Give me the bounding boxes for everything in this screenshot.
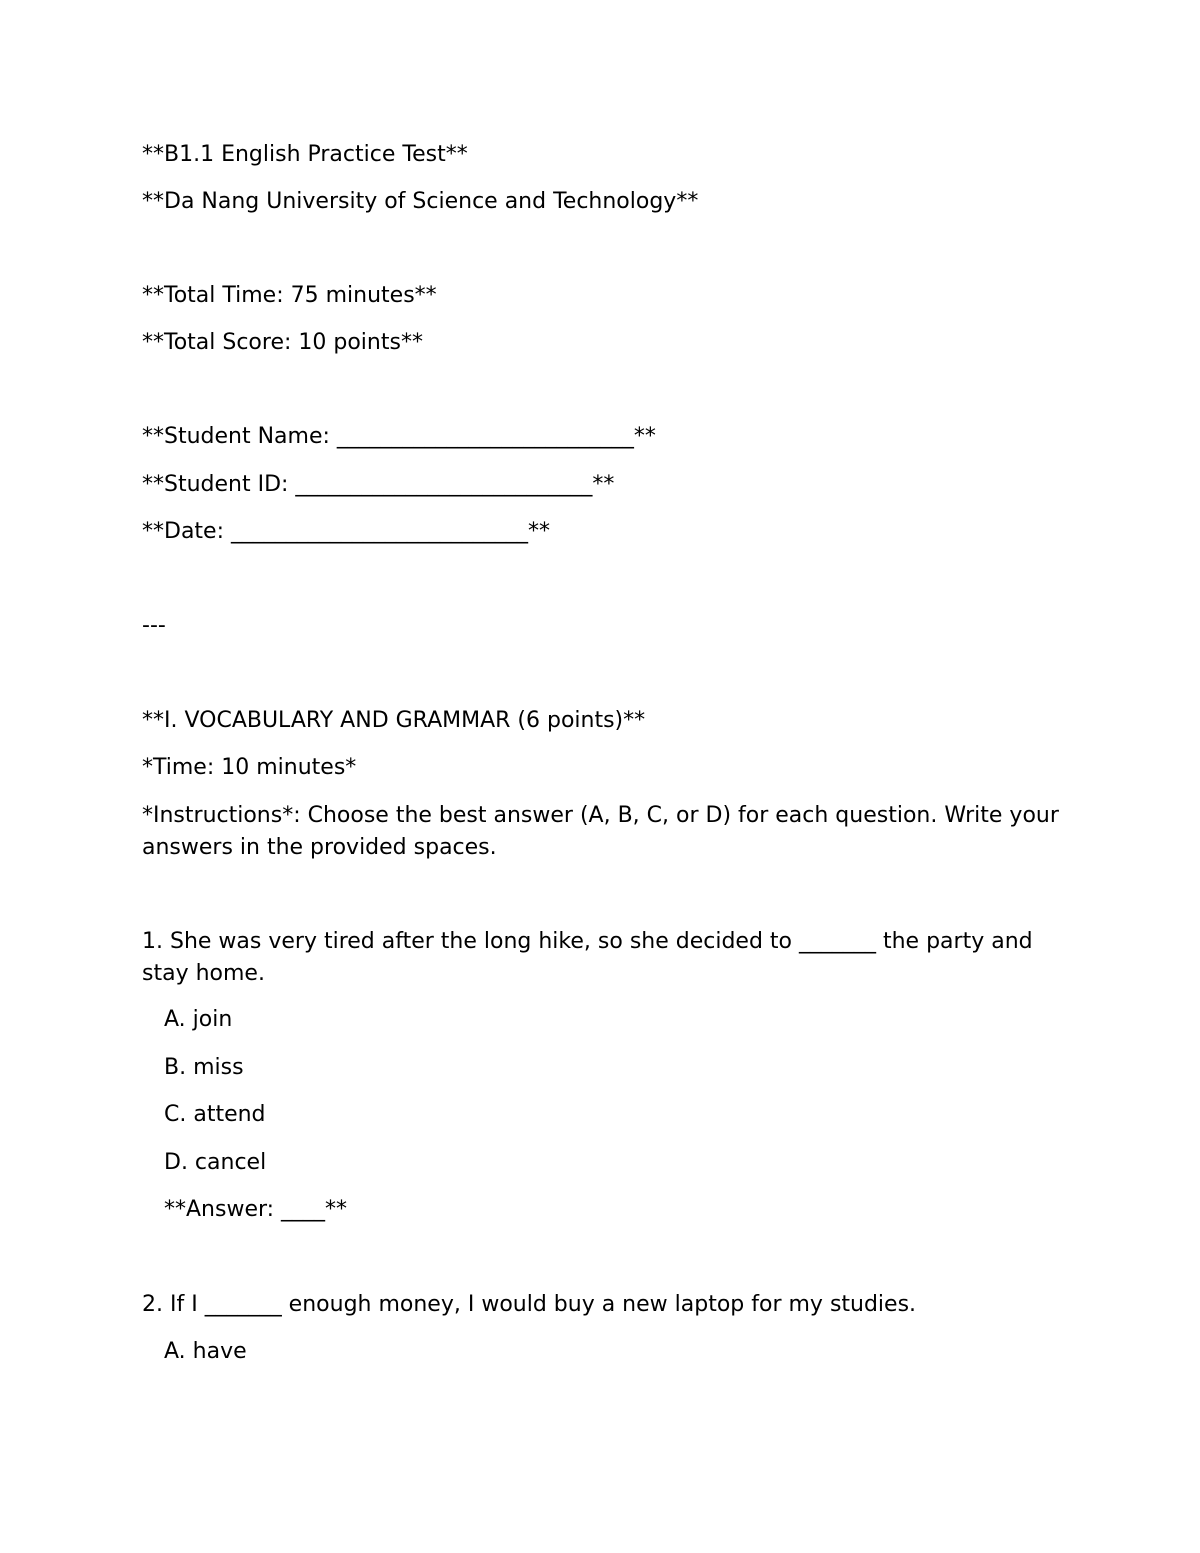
date-field: **Date: ___________________________** bbox=[142, 519, 550, 544]
question-1-answer: **Answer: ____** bbox=[164, 1197, 348, 1222]
question-1-option-b: B. miss bbox=[164, 1055, 244, 1080]
question-1-text: 1. She was very tired after the long hike, so she decided to _______ the party and stay home. bbox=[142, 929, 1033, 986]
question-2-text: 2. If I _______ enough money, I would buy a new laptop for my studies. bbox=[142, 1292, 917, 1317]
total-score: **Total Score: 10 points** bbox=[142, 330, 423, 355]
question-2-option-a: A. have bbox=[164, 1339, 247, 1364]
section-time: *Time: 10 minutes* bbox=[142, 755, 357, 780]
question-1-option-d: D. cancel bbox=[164, 1150, 267, 1175]
student-name-field: **Student Name: ___________________________** bbox=[142, 424, 656, 449]
question-1-option-c: C. attend bbox=[164, 1102, 266, 1127]
section-instructions: *Instructions*: Choose the best answer (A, B, C, or D) for each question. Write your answers in the provided spaces. bbox=[142, 803, 1059, 860]
question-1-option-a: A. join bbox=[164, 1007, 233, 1032]
total-time: **Total Time: 75 minutes** bbox=[142, 283, 437, 308]
university-name: **Da Nang University of Science and Technology** bbox=[142, 189, 699, 214]
test-title: **B1.1 English Practice Test** bbox=[142, 142, 468, 167]
separator: --- bbox=[142, 613, 166, 638]
section-heading: **I. VOCABULARY AND GRAMMAR (6 points)** bbox=[142, 708, 646, 733]
student-id-field: **Student ID: ___________________________** bbox=[142, 472, 615, 497]
